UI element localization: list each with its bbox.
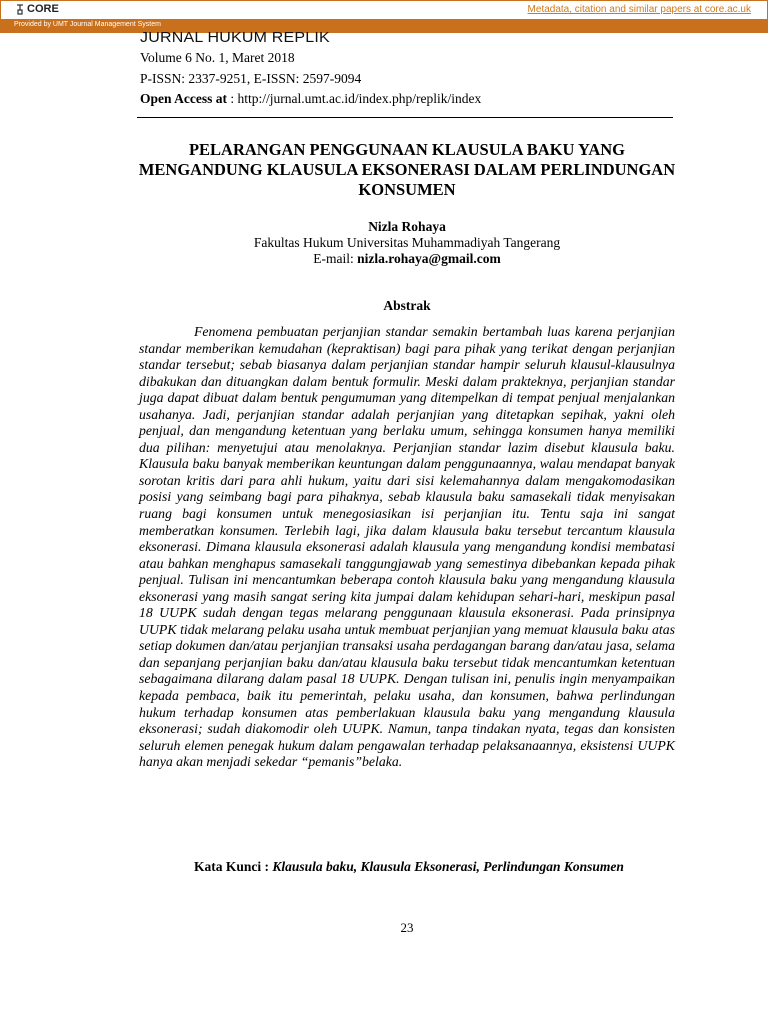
issn-info: P-ISSN: 2337-9251, E-ISSN: 2597-9094: [140, 71, 362, 86]
open-access-label: Open Access at: [140, 91, 227, 106]
page-number: 23: [400, 920, 414, 935]
core-logo[interactable]: [15, 3, 59, 15]
core-banner: [0, 0, 768, 35]
keywords-label: Kata Kunci :: [194, 859, 273, 874]
core-banner-top: [0, 0, 768, 19]
author-affiliation: Fakultas Hukum Universitas Muhammadiyah Tangerang: [253, 235, 561, 250]
author-email[interactable]: nizla.rohaya@gmail.com: [357, 251, 501, 266]
volume-info: Volume 6 No. 1, Maret 2018: [140, 50, 295, 65]
article-title: PELARANGAN PENGGUNAAN KLAUSULA BAKU YANG MENGANDUNG KLAUSULA EKSONERASI DALAM PERLINDUNGAN KONSUMEN: [138, 140, 676, 199]
author-name: Nizla Rohaya: [368, 219, 446, 234]
header-divider: [137, 117, 673, 118]
open-access-line: [140, 91, 481, 107]
open-access-url[interactable]: : http://jurnal.umt.ac.id/index.php/replik/index: [227, 91, 482, 106]
core-logo-text: CORE: [27, 3, 59, 15]
core-provided-text: Provided by UMT Journal Management System: [14, 21, 161, 28]
email-label: E-mail:: [313, 251, 358, 266]
keywords-text: Klausula baku, Klausula Eksonerasi, Perlindungan Konsumen: [272, 859, 624, 874]
author-email-line: [137, 251, 677, 267]
core-provided-strip: [0, 19, 768, 33]
core-logo-icon: [15, 3, 25, 15]
abstract-heading: Abstrak: [383, 298, 431, 313]
keywords-line: [139, 857, 679, 876]
core-metadata-link[interactable]: Metadata, citation and similar papers at core.ac.uk: [527, 4, 751, 15]
abstract-text: Fenomena pembuatan perjanjian standar semakin bertambah luas karena perjanjian standar memberikan kemudahan (kepraktisan) bagi para pihak yang terikat dengan perjanjian standar tersebut; sebab biasanya dalam perjanjian standar hampir seluruh klausul-klausulnya dibakukan dan dituangkan dalam bentuk formulir. Meski dalam prakteknya, perjanjian standar juga dapat dibuat dalam bentuk pengumuman yang ditempelkan di tempat penjual menjalankan usahanya. Jadi, perjanjian standar adalah perjanjian yang ditetapkan sepihak, yakni oleh penjual, dan mengandung ketentuan yang berlaku umum, sehingga konsumen hanya memiliki dua pilihan: menyetujui atau menolaknya. Perjanjian standar lazim disebut klausula baku. Klausula baku banyak memberikan keuntungan dalam penggunaannya, walau mendapat banyak sorotan kritis dari para ahli hukum, yaitu dari sisi kelemahannya dalam mengakomodasikan posisi yang seimbang bagi para pihaknya, sebab klausula baku samasekali tidak menyisakan ruang bagi konsumen untuk menegosiasikan isi perjanjian itu. Tentu saja ini sangat memberatkan konsumen. Terlebih lagi, jika dalam klausula baku tersebut tercantum klausula eksonerasi. Dimana klausula eksonerasi adalah klausula yang mengandung kondisi membatasi atau bahkan menghapus samasekali tanggungjawab yang semestinya dibebankan kepada pihak penjual. Tulisan ini mencantumkan beberapa contoh klausula baku yang mengandung klausula eksonerasi yang masih sangat sering kita jumpai dalam kehidupan sehari-hari, meskipun pasal 18 UUPK sudah dengan tegas melarang penggunaan klausula eksonerasi. Pada prinsipnya UUPK tidak melarang pelaku usaha untuk membuat perjanjian yang memuat klausula baku atas setiap dokumen dan/atau perjanjian transaksi usaha perdagangan barang dan/atau jasa, selama dan sepanjang perjanjian baku dan/atau klausula baku tersebut tidak mencantumkan ketentuan sebagaimana dilarang dalam pasal 18 UUPK. Dengan tulisan ini, penulis ingin menyampaikan kepada pembaca, baik itu pemerintah, pelaku usaha, dan konsumen, bahwa perlindungan hukum terhadap konsumen atas pemberlakuan klausula baku yang mengandung klausula eksonerasi; sudah diakomodir oleh UUPK. Namun, tanpa tindakan nyata, tegas dan konsisten seluruh elemen penegak hukum dalam pengawalan terhadap pelaksanaannya, eksistensi UUPK hanya akan menjadi sekedar “pemanis”belaka.: [139, 324, 675, 770]
journal-name: JURNAL HUKUM REPLIK: [140, 29, 330, 46]
